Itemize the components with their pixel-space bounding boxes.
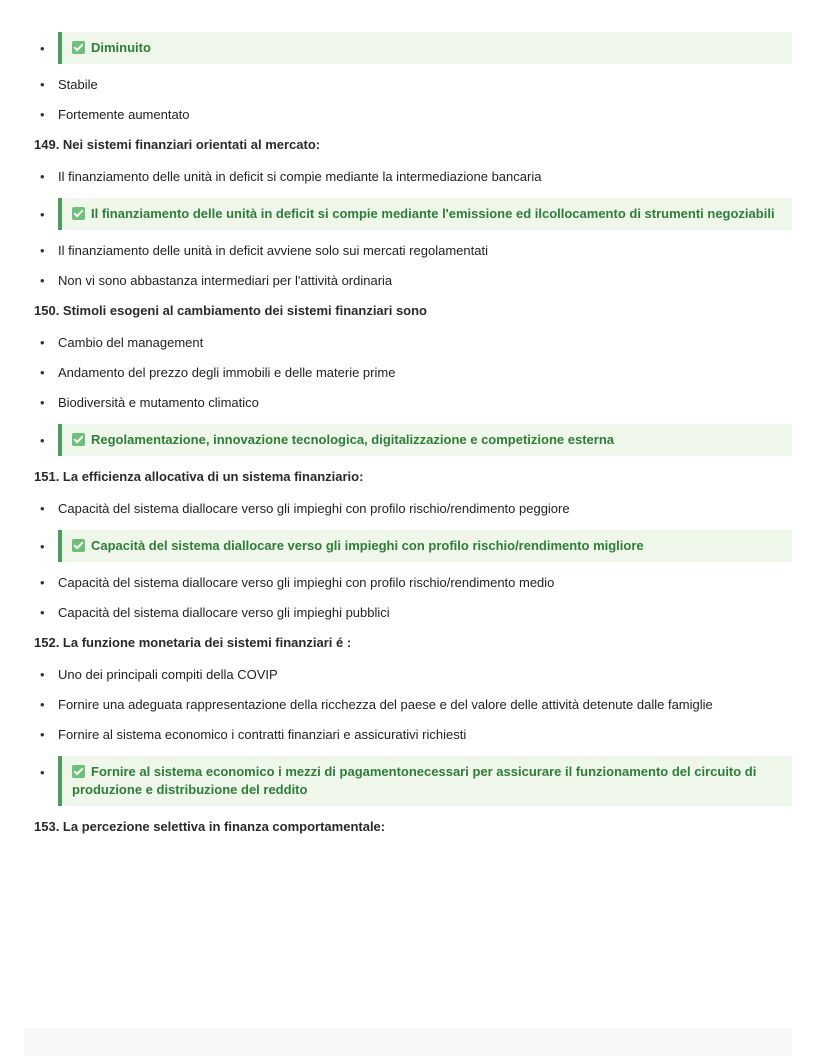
question-title: 150. Stimoli esogeni al cambiamento dei sistemi finanziari sono bbox=[34, 303, 428, 318]
answer-item bbox=[24, 604, 792, 622]
answer-text: Regolamentazione, innovazione tecnologica, digitalizzazione e competizione esterna bbox=[91, 432, 614, 447]
answer-item bbox=[24, 272, 792, 290]
answer-list bbox=[24, 666, 792, 806]
answer-item bbox=[24, 106, 792, 124]
answer-text: Capacità del sistema diallocare verso gli impieghi con profilo rischio/rendimento peggiore bbox=[58, 501, 570, 516]
correct-answer-item bbox=[24, 530, 792, 562]
answer-item bbox=[24, 696, 792, 714]
answer-text: Cambio del management bbox=[58, 335, 204, 350]
checkmark-icon bbox=[72, 433, 85, 446]
bullet-icon: • bbox=[40, 207, 45, 222]
answer-text: Diminuito bbox=[91, 40, 151, 55]
answer-text: Il finanziamento delle unità in deficit si compie mediante la intermediazione bancaria bbox=[58, 169, 542, 184]
answer-list bbox=[24, 500, 792, 622]
answer-list bbox=[24, 32, 792, 124]
question-title: 153. La percezione selettiva in finanza comportamentale: bbox=[34, 819, 386, 834]
answer-text: Il finanziamento delle unità in deficit si compie mediante l'emissione ed ilcollocamento di strumenti negoziabili bbox=[91, 206, 775, 221]
answer-item bbox=[24, 394, 792, 412]
answer-text: Andamento del prezzo degli immobili e delle materie prime bbox=[58, 365, 396, 380]
answer-item bbox=[24, 666, 792, 684]
answer-text: Il finanziamento delle unità in deficit avviene solo sui mercati regolamentati bbox=[58, 243, 488, 258]
answer-text: Capacità del sistema diallocare verso gli impieghi con profilo rischio/rendimento medio bbox=[58, 575, 555, 590]
answer-text: Biodiversità e mutamento climatico bbox=[58, 395, 259, 410]
answer-text: Uno dei principali compiti della COVIP bbox=[58, 667, 278, 682]
question-title: 152. La funzione monetaria dei sistemi finanziari é : bbox=[34, 635, 352, 650]
checkmark-icon bbox=[72, 207, 85, 220]
correct-answer-box bbox=[58, 424, 792, 456]
answer-text: Fortemente aumentato bbox=[58, 107, 190, 122]
correct-answer-item bbox=[24, 424, 792, 456]
answer-text: Capacità del sistema diallocare verso gli impieghi con profilo rischio/rendimento migliore bbox=[91, 538, 644, 553]
correct-answer-box bbox=[58, 198, 792, 230]
correct-answer-box bbox=[58, 756, 792, 806]
bullet-icon: • bbox=[40, 765, 45, 780]
question-title: 149. Nei sistemi finanziari orientati al mercato: bbox=[34, 137, 321, 152]
answer-item bbox=[24, 242, 792, 260]
answer-item bbox=[24, 726, 792, 744]
answer-text: Non vi sono abbastanza intermediari per l'attività ordinaria bbox=[58, 273, 393, 288]
answer-text: Fornire al sistema economico i contratti finanziari e assicurativi richiesti bbox=[58, 727, 467, 742]
correct-answer-item bbox=[24, 756, 792, 806]
answer-item bbox=[24, 168, 792, 186]
document-page bbox=[24, 0, 792, 1056]
answer-list bbox=[24, 334, 792, 456]
correct-answer-box bbox=[58, 32, 792, 64]
quiz-content bbox=[24, 0, 792, 836]
answer-item bbox=[24, 334, 792, 352]
question-title: 151. La efficienza allocativa di un sistema finanziario: bbox=[34, 469, 364, 484]
checkmark-icon bbox=[72, 41, 85, 54]
correct-answer-box bbox=[58, 530, 792, 562]
bullet-icon: • bbox=[40, 433, 45, 448]
answer-list bbox=[24, 168, 792, 290]
answer-text: Stabile bbox=[58, 77, 98, 92]
answer-item bbox=[24, 500, 792, 518]
bullet-icon: • bbox=[40, 41, 45, 56]
answer-text: Fornire al sistema economico i mezzi di pagamentonecessari per assicurare il funzionamento del circuito di produzione e distribuzione del reddito bbox=[72, 764, 757, 797]
correct-answer-item bbox=[24, 32, 792, 64]
answer-item bbox=[24, 76, 792, 94]
answer-item bbox=[24, 364, 792, 382]
correct-answer-item bbox=[24, 198, 792, 230]
answer-item bbox=[24, 574, 792, 592]
answer-text: Capacità del sistema diallocare verso gli impieghi pubblici bbox=[58, 605, 390, 620]
bullet-icon: • bbox=[40, 539, 45, 554]
answer-text: Fornire una adeguata rappresentazione della ricchezza del paese e del valore delle attività detenute dalle famiglie bbox=[58, 697, 713, 712]
checkmark-icon bbox=[72, 539, 85, 552]
checkmark-icon bbox=[72, 765, 85, 778]
